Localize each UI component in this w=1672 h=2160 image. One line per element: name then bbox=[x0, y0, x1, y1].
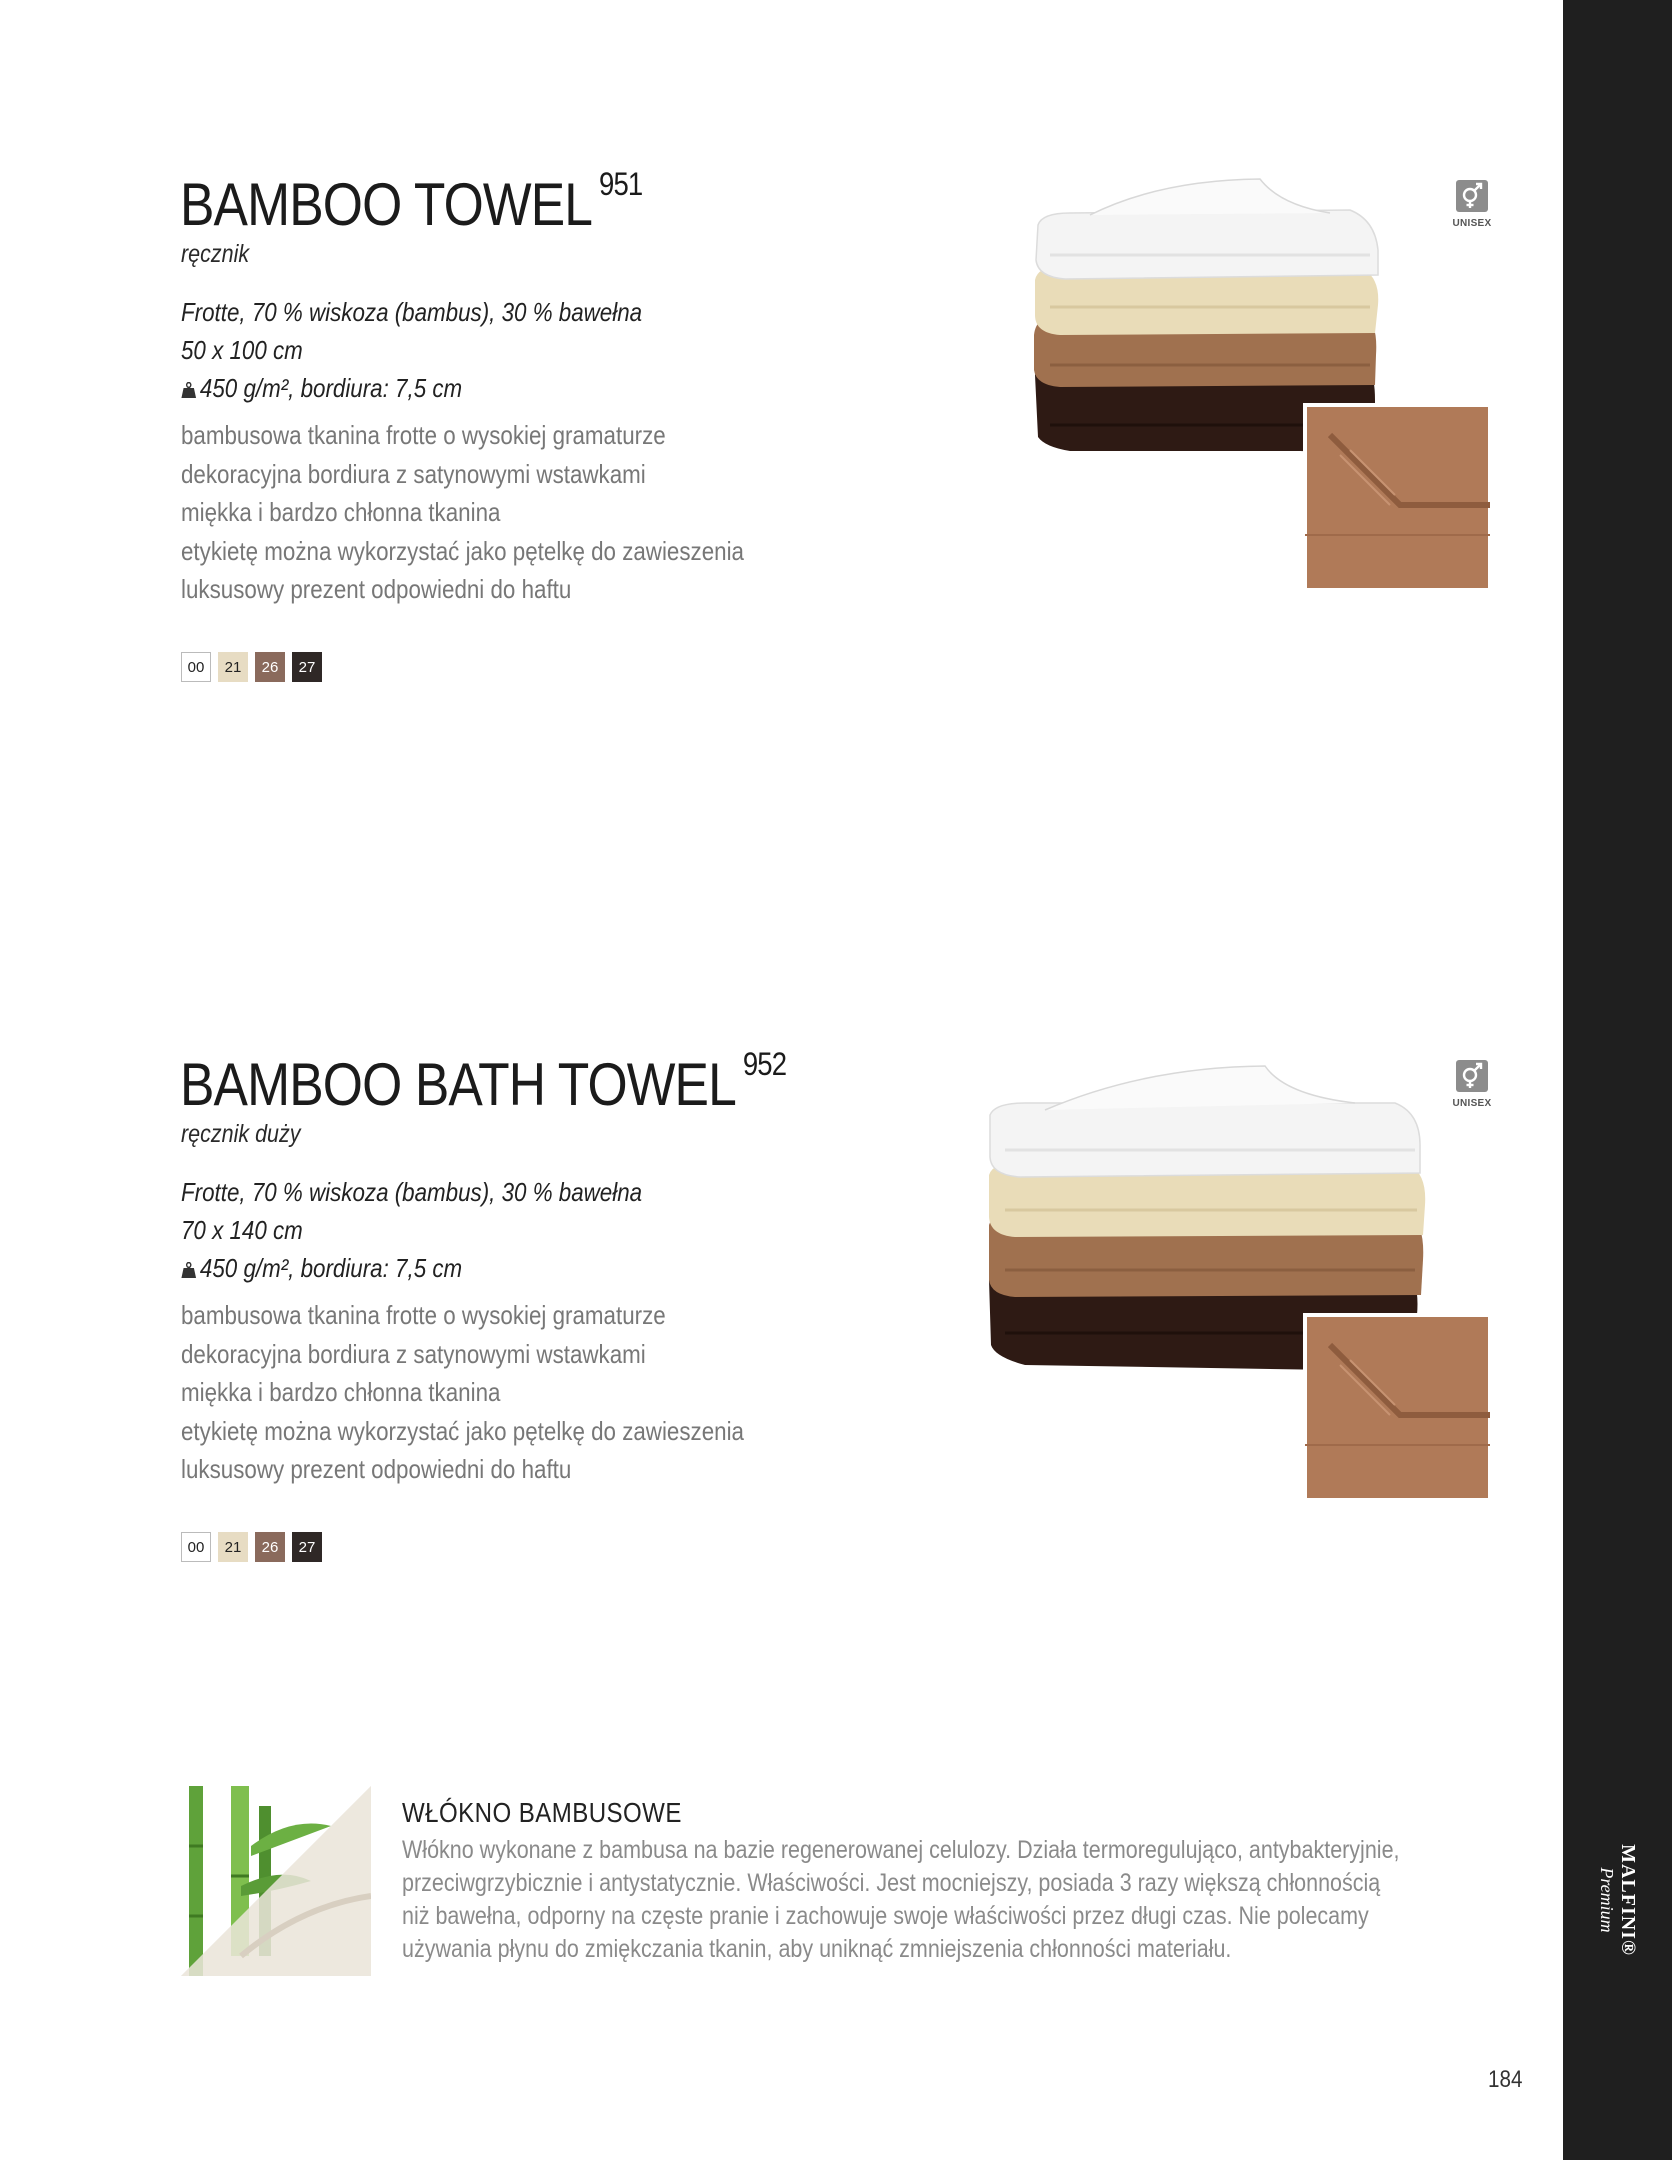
product-title: BAMBOO TOWEL $^{951}$ bbox=[180, 166, 643, 238]
list-item: etykietę można wykorzystać jako pętelkę do zawieszenia bbox=[181, 1415, 745, 1446]
page-number: 184 bbox=[1488, 2066, 1523, 2093]
list-item: luksusowy prezent odpowiedni do haftu bbox=[181, 574, 572, 604]
weight-icon bbox=[181, 382, 196, 398]
weight-row bbox=[181, 369, 642, 407]
list-item: miękka i bardzo chłonna tkanina bbox=[181, 1377, 501, 1407]
bamboo-fiber-image bbox=[181, 1786, 371, 1976]
brand-subline: Premium bbox=[1597, 1867, 1617, 1933]
material-text: Frotte, 70 % wiskoza (bambus), 30 % bawełna bbox=[181, 1177, 643, 1207]
size-text: 70 x 140 cm bbox=[181, 1215, 303, 1245]
swatch-21[interactable]: 21 bbox=[218, 1532, 248, 1562]
color-swatches bbox=[181, 1532, 322, 1562]
list-item: etykietę można wykorzystać jako pętelkę do zawieszenia bbox=[181, 535, 745, 566]
product-specs bbox=[181, 293, 642, 407]
weight-icon bbox=[181, 1262, 196, 1278]
swatch-00[interactable]: 00 bbox=[181, 652, 211, 682]
swatch-26[interactable]: 26 bbox=[255, 652, 285, 682]
material-text: Frotte, 70 % wiskoza (bambus), 30 % bawełna bbox=[181, 297, 643, 327]
list-item: miękka i bardzo chłonna tkanina bbox=[181, 497, 501, 527]
weight-row bbox=[181, 1249, 642, 1287]
product-subtitle: ręcznik bbox=[181, 240, 250, 268]
feature-list bbox=[181, 416, 744, 609]
weight-text: 450 g/m², bordiura: 7,5 cm bbox=[199, 1253, 463, 1283]
list-item: dekoracyjna bordiura z satynowymi wstawkami bbox=[181, 1338, 646, 1369]
list-item: luksusowy prezent odpowiedni do haftu bbox=[181, 1454, 572, 1484]
swatch-27[interactable]: 27 bbox=[292, 652, 322, 682]
product-code: 951 bbox=[599, 166, 643, 202]
feature-list bbox=[181, 1296, 744, 1489]
size-text: 50 x 100 cm bbox=[181, 335, 303, 365]
swatch-21[interactable]: 21 bbox=[218, 652, 248, 682]
product-specs bbox=[181, 1173, 642, 1287]
brand-name: MALFINI® bbox=[1617, 1844, 1639, 1956]
unisex-label: UNISEX bbox=[1452, 1098, 1492, 1109]
list-item: bambusowa tkanina frotte o wysokiej gramaturze bbox=[181, 1300, 666, 1330]
product-code: 952 bbox=[742, 1046, 787, 1082]
product-image-bath-towel-stack bbox=[985, 1065, 1490, 1505]
list-item: dekoracyjna bordiura z satynowymi wstawkami bbox=[181, 458, 646, 489]
swatch-27[interactable]: 27 bbox=[292, 1532, 322, 1562]
brand-logo bbox=[1588, 1830, 1648, 1970]
fiber-description: Włókno wykonane z bambusa na bazie regenerowanej celulozy. Działa termoregulująco, antybakteryjnie, przeciwgrzybicznie i antystatycznie. Właściwości. Jest mocniejszy, posiada 3 razy większą chłonnością niż bawełna, odporny na częste pranie i zachowuje swoje właściwości przez długi czas. Nie polecamy używania płynu do zmiękczania tkanin, aby uniknąć zmniejszenia chłonności materiału. bbox=[402, 1836, 1400, 1963]
swatch-26[interactable]: 26 bbox=[255, 1532, 285, 1562]
swatch-00[interactable]: 00 bbox=[181, 1532, 211, 1562]
product-subtitle: ręcznik duży bbox=[181, 1120, 301, 1148]
weight-text: 450 g/m², bordiura: 7,5 cm bbox=[199, 373, 463, 403]
list-item: bambusowa tkanina frotte o wysokiej gramaturze bbox=[181, 420, 666, 450]
unisex-label: UNISEX bbox=[1452, 218, 1492, 229]
product-image-towel-stack bbox=[1030, 175, 1490, 595]
color-swatches bbox=[181, 652, 322, 682]
product-title: BAMBOO BATH TOWEL $^{952}$ bbox=[180, 1046, 787, 1118]
fiber-title: WŁÓKNO BAMBUSOWE bbox=[402, 1797, 682, 1828]
